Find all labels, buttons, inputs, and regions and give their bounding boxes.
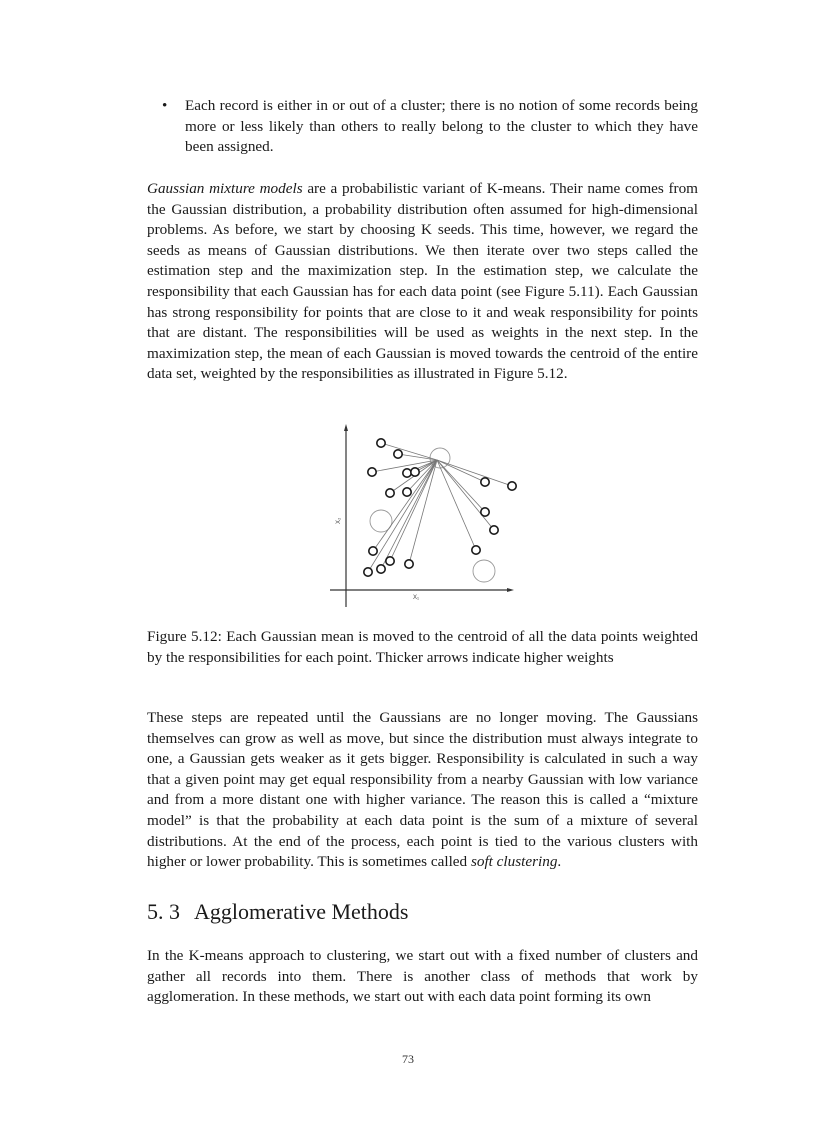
bullet-text: Each record is either in or out of a cluster; there is no notion of some records being more or less likely than others to really belong to the cluster to which they have been assigned. (185, 97, 698, 156)
bullet-list (160, 96, 698, 158)
data-points (364, 439, 516, 576)
x-axis-label: X₁ (413, 595, 420, 601)
term-gaussian-mixture-models: Gaussian mixture models (147, 180, 303, 197)
bullet-item (160, 96, 698, 158)
responsibility-lines (368, 443, 512, 572)
paragraph-agglomerative-intro: In the K-means approach to clustering, we start out with a fixed number of clusters and gather all records into them. There is another class of methods that work by agglomeration. In these methods, we start out with each data point forming its own (147, 947, 698, 1006)
paragraph-steps-repeated-end: . (557, 853, 562, 871)
paragraph-steps-repeated-text: These steps are repeated until the Gaussians are no longer moving. The Gaussians themselves can grow as well as move, but since the distribution must always integrate to one, a Gaussian gets weaker as it gets bigger. Responsibility is calculated in such a way that a given point may get equal responsibility from a nearby Gaussian with low variance and from a more distant one with higher variance. The reason this is called a “mixture model” is that the probability at each data point is the sum of a mixture of several distributions. At the end of the process, each point is tied to the various clusters with higher or lower probability. This is sometimes called (147, 709, 698, 871)
paragraph-gmm-intro-text: are a probabilistic variant of K-means. Their name comes from the Gaussian distribution, a probability distribution often assumed for high-dimensional problems. As before, we start by choosing K seeds. This time, however, we regard the seeds as means of Gaussian distributions. We then iterate over two steps called the estimation step and the maximization step. In the estimation step, we calculate the responsibility that each Gaussian has for each data point (see Figure 5.11). Each Gaussian has strong responsibility for points that are close to it and weak responsibility for points that are distant. The responsibilities will be used as weights in the next step. In the maximization step, the mean of each Gaussian is moved towards the centroid of the entire data set, weighted by the responsibilities as illustrated in Figure 5.12. (147, 180, 698, 383)
section-number: 5. 3 (147, 899, 180, 924)
figure-caption: Figure 5.12: Each Gaussian mean is moved to the centroid of all the data points weighted by the responsibilities for each point. Thicker arrows indicate higher weights (147, 628, 698, 666)
section-title: Agglomerative Methods (194, 899, 409, 924)
paragraph-steps-repeated (147, 708, 698, 873)
bullet-marker: • (162, 97, 168, 114)
gaussian-bottom-right (473, 560, 495, 582)
gaussian-mixture-diagram (320, 415, 530, 615)
figure-5-12 (320, 415, 530, 615)
x-axis-arrow-icon (507, 588, 514, 592)
section-heading (147, 898, 408, 926)
term-soft-clustering: soft clustering (470, 853, 558, 871)
paragraph-gmm-intro (147, 179, 698, 385)
y-axis-arrow-icon (344, 424, 348, 431)
page-number: 73 (402, 1052, 414, 1066)
y-axis-label: X₂ (336, 517, 342, 524)
